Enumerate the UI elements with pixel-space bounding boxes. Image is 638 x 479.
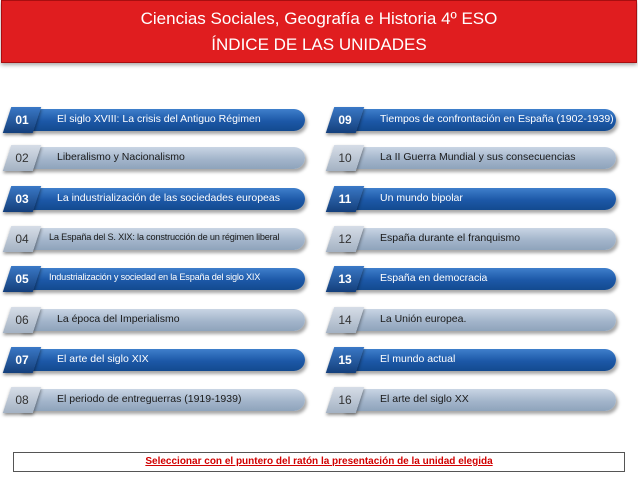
unit-button-04[interactable] (7, 228, 305, 250)
unit-button-06[interactable] (7, 309, 305, 331)
unit-number-badge: 06 (3, 307, 41, 333)
unit-title: España durante el franquismo (380, 232, 521, 244)
unit-button-03[interactable] (7, 188, 305, 210)
unit-title: El arte del siglo XX (380, 393, 469, 405)
unit-number-badge: 05 (3, 266, 41, 292)
unit-title: El arte del siglo XIX (57, 353, 149, 365)
unit-button-07[interactable] (7, 349, 305, 371)
unit-button-11[interactable] (330, 188, 616, 210)
unit-number-badge: 02 (3, 145, 41, 171)
unit-button-16[interactable] (330, 389, 616, 411)
unit-title: España en democracia (380, 272, 488, 284)
unit-number-badge: 03 (3, 186, 41, 212)
unit-button-09[interactable] (330, 109, 616, 131)
unit-button-14[interactable] (330, 309, 616, 331)
unit-button-05[interactable] (7, 268, 305, 290)
instruction-box (13, 452, 625, 472)
index-title: ÍNDICE DE LAS UNIDADES (211, 35, 427, 54)
unit-button-08[interactable] (7, 389, 305, 411)
unit-title: Un mundo bipolar (380, 192, 463, 204)
unit-title: El mundo actual (380, 353, 456, 365)
unit-number-badge: 16 (326, 387, 364, 413)
unit-button-01[interactable] (7, 109, 305, 131)
unit-title: La época del Imperialismo (57, 313, 180, 325)
unit-number-badge: 11 (326, 186, 364, 212)
unit-number-badge: 07 (3, 347, 41, 373)
unit-number-badge: 10 (326, 145, 364, 171)
unit-number-badge: 13 (326, 266, 364, 292)
unit-number-badge: 12 (326, 226, 364, 252)
unit-title: Tiempos de confrontación en España (1902-1939) (380, 113, 614, 125)
unit-button-13[interactable] (330, 268, 616, 290)
course-title: Ciencias Sociales, Geografía e Historia 4º ESO (140, 9, 498, 28)
unit-number-badge: 01 (3, 107, 41, 133)
unit-title: Liberalismo y Nacionalismo (57, 151, 185, 163)
unit-title: La España del S. XIX: la construcción de un régimen liberal (49, 232, 280, 242)
unit-title: La Unión europea. (380, 313, 467, 325)
unit-button-02[interactable] (7, 147, 305, 169)
unit-number-badge: 14 (326, 307, 364, 333)
unit-number-badge: 08 (3, 387, 41, 413)
unit-number-badge: 09 (326, 107, 364, 133)
unit-button-15[interactable] (330, 349, 616, 371)
unit-title: La industrialización de las sociedades europeas (57, 192, 280, 204)
unit-button-10[interactable] (330, 147, 616, 169)
title-banner (1, 0, 637, 63)
unit-title: La II Guerra Mundial y sus consecuencias (380, 151, 576, 163)
unit-title: El periodo de entreguerras (1919-1939) (57, 393, 242, 405)
unit-button-12[interactable] (330, 228, 616, 250)
instruction-text: Seleccionar con el puntero del ratón la presentación de la unidad elegida (145, 456, 493, 467)
unit-number-badge: 15 (326, 347, 364, 373)
unit-title: El siglo XVIII: La crisis del Antiguo Régimen (57, 113, 261, 125)
unit-number-badge: 04 (3, 226, 41, 252)
unit-title: Industrialización y sociedad en la España del siglo XIX (49, 272, 261, 282)
